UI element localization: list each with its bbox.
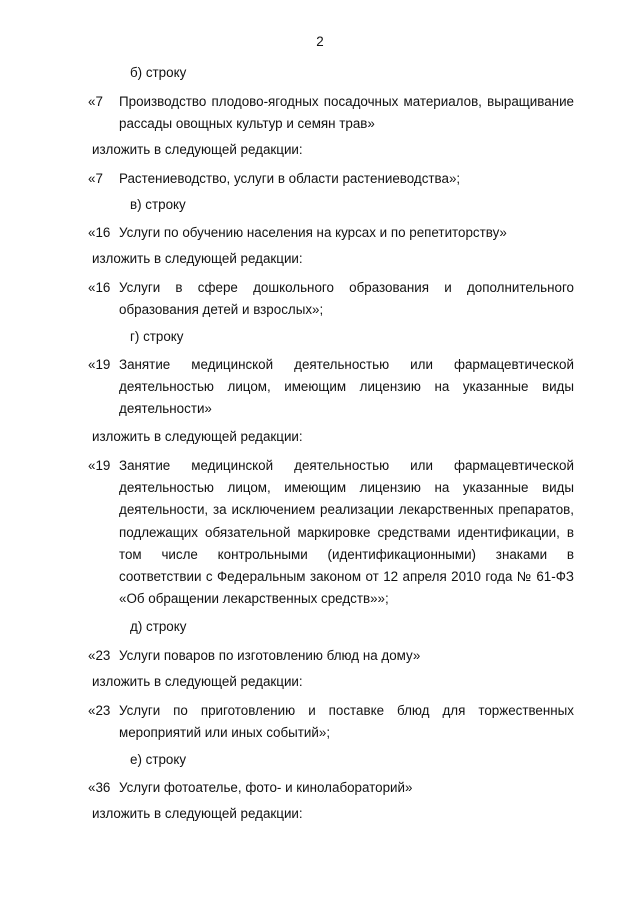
subitem-g: г) строку: [130, 329, 184, 344]
subitem-d: д) строку: [130, 619, 187, 634]
row-number: «7: [88, 94, 103, 109]
row-text: Услуги по приготовлению и поставке блюд для торжественных мероприятий или иных событий»;: [119, 703, 574, 741]
row-23-new: [88, 700, 574, 744]
row-number: «16: [88, 225, 111, 240]
row-text: Услуги в сфере дошкольного образования и дополнительного образования детей и взрослых»;: [119, 280, 574, 318]
subitem-e: е) строку: [130, 752, 187, 767]
row-19-new: [88, 455, 574, 610]
row-number: «36: [88, 780, 111, 795]
row-number: «19: [88, 458, 111, 473]
row-number: «16: [88, 280, 111, 295]
instruction-text: изложить в следующей редакции:: [92, 806, 303, 821]
row-23-old: [88, 645, 574, 667]
subitem-b: б) строку: [130, 65, 187, 80]
subitem-v: в) строку: [130, 197, 186, 212]
row-text: Занятие медицинской деятельностью или фармацевтической деятельностью лицом, имеющим лицензию на указанные виды деятельности»: [119, 357, 574, 417]
row-number: «19: [88, 357, 111, 372]
row-16-old: [88, 222, 574, 244]
row-number: «23: [88, 648, 111, 663]
instruction-text: изложить в следующей редакции:: [92, 251, 303, 266]
row-text: Занятие медицинской деятельностью или фармацевтической деятельностью лицом, имеющим лицензию на указанные виды деятельности, за исключением реализации лекарственных препаратов, подлежащих обязательной маркировке средствами идентификации, в том числе контрольными (идентификационными) знаками в соответствии с Федеральным законом от 12 апреля 2010 года № 61-ФЗ «Об обращении лекарственных средств»»;: [119, 458, 574, 607]
row-36-old: [88, 777, 574, 799]
instruction-text: изложить в следующей редакции:: [92, 429, 303, 444]
row-text: Услуги поваров по изготовлению блюд на дому»: [119, 648, 421, 663]
row-text: Услуги фотоателье, фото- и кинолабораторий»: [119, 780, 413, 795]
row-7-new: [88, 168, 574, 190]
row-number: «23: [88, 703, 111, 718]
row-text: Производство плодово-ягодных посадочных материалов, выращивание рассады овощных культур и семян трав»: [119, 94, 574, 132]
row-text: Растениеводство, услуги в области растениеводства»;: [119, 171, 461, 186]
row-7-old: [88, 91, 574, 135]
instruction-text: изложить в следующей редакции:: [92, 674, 303, 689]
row-text: Услуги по обучению населения на курсах и по репетиторству»: [119, 225, 507, 240]
row-number: «7: [88, 171, 103, 186]
row-19-old: [88, 354, 574, 421]
row-16-new: [88, 277, 574, 321]
page-number: 2: [316, 34, 324, 49]
instruction-text: изложить в следующей редакции:: [92, 142, 303, 157]
